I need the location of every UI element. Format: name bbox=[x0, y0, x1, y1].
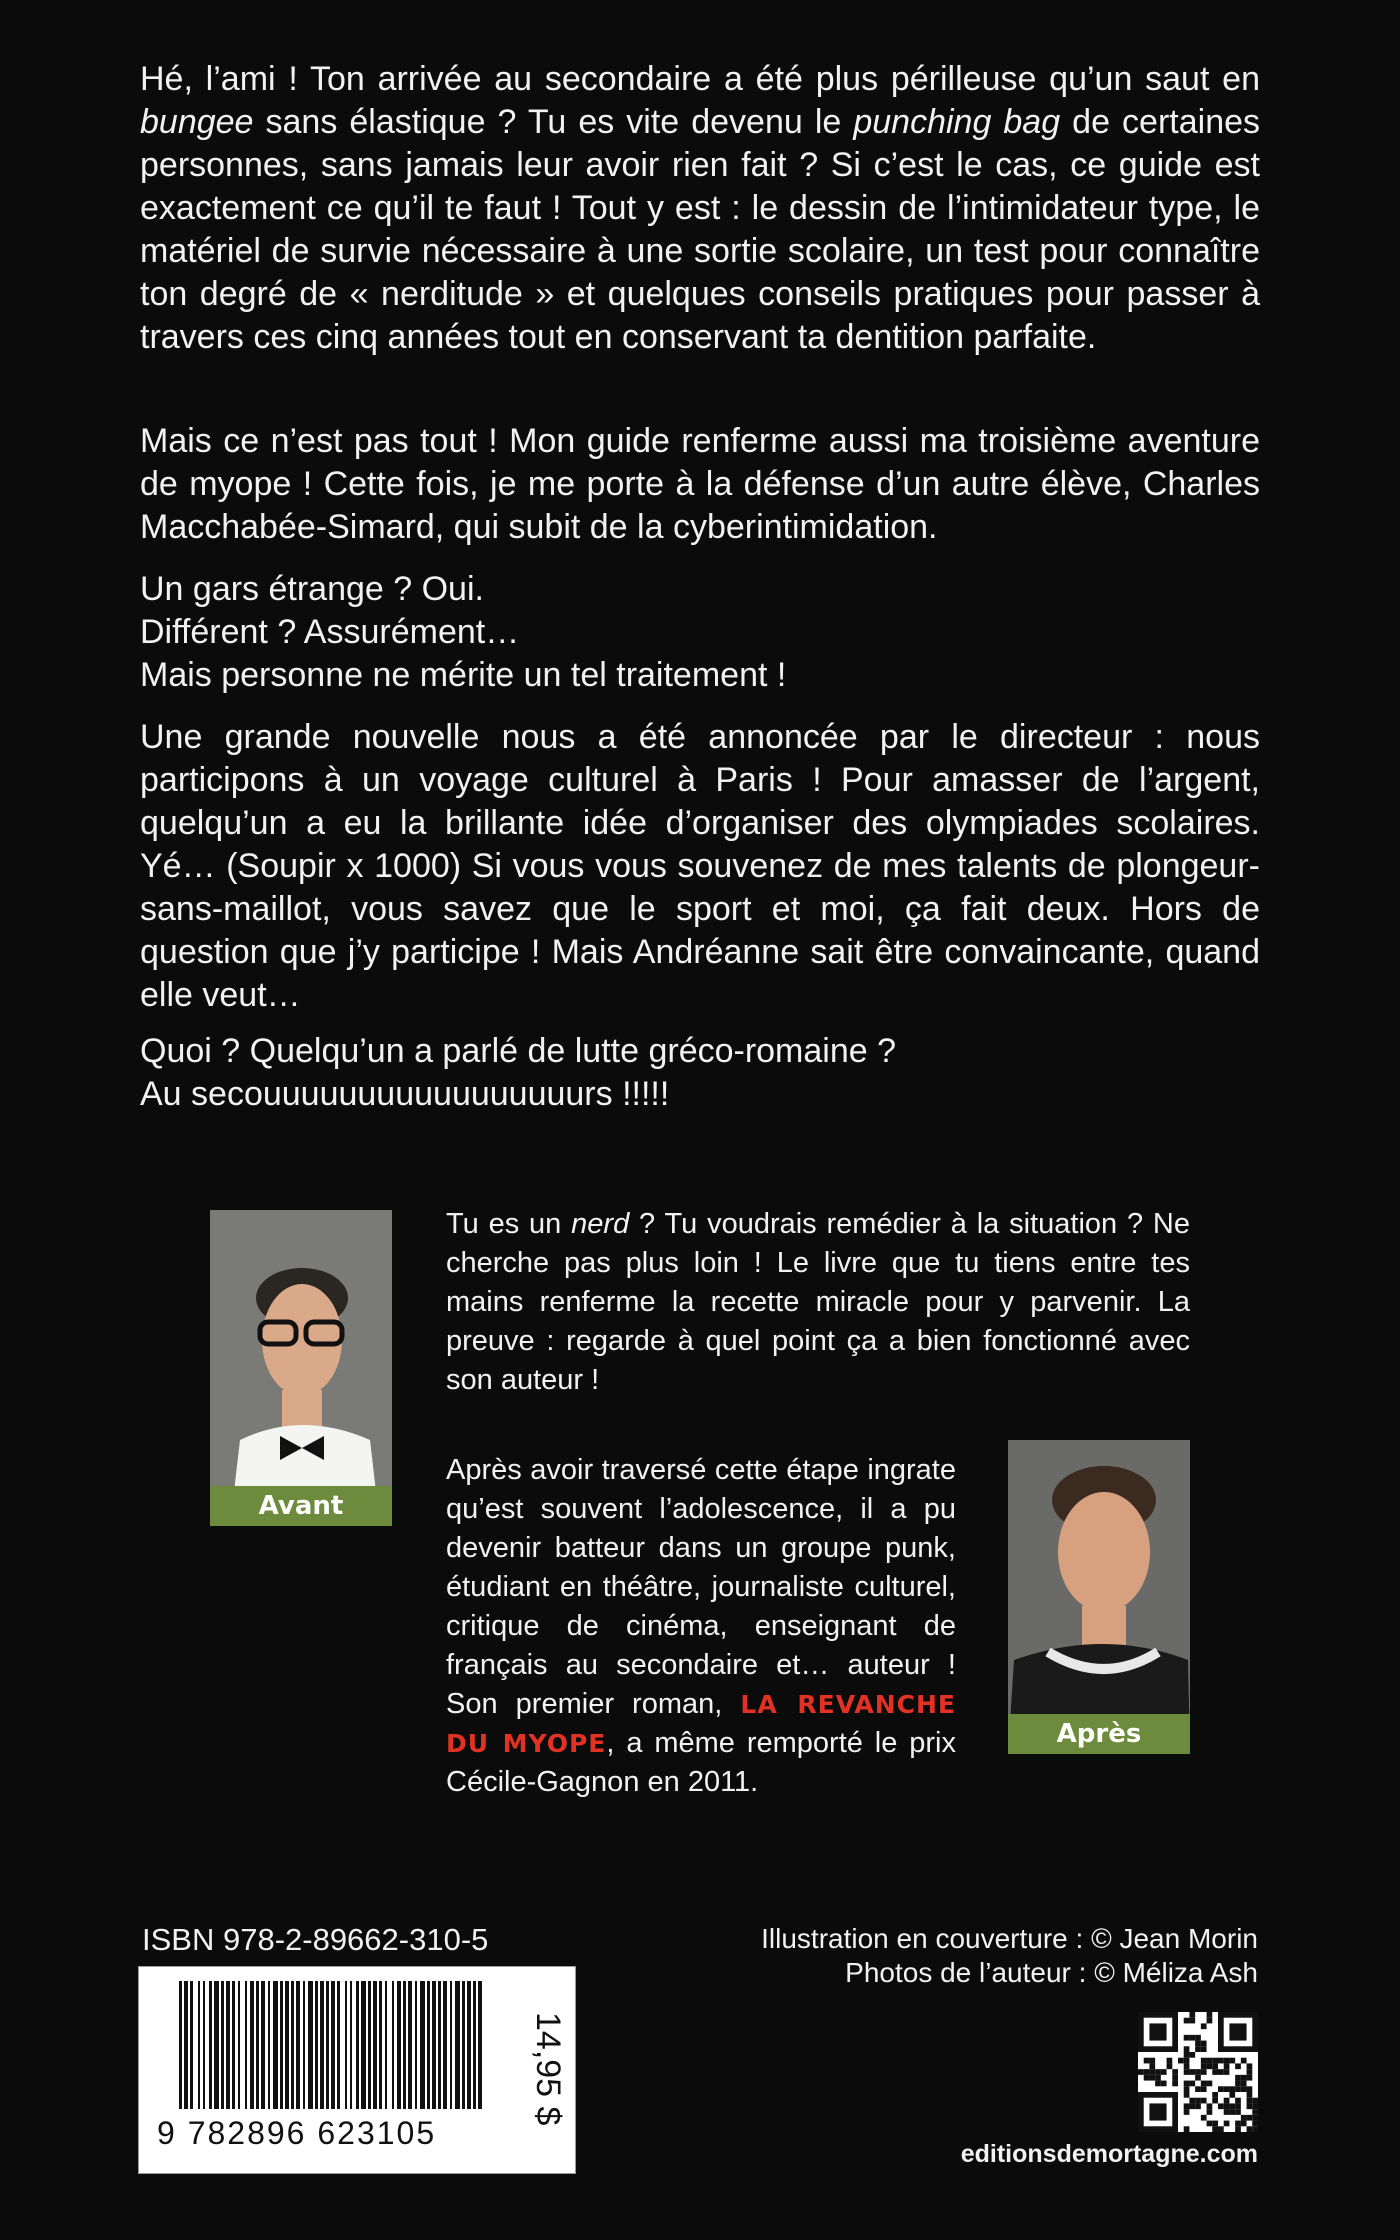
author-photo-after bbox=[1008, 1440, 1190, 1754]
caption-before: Avant bbox=[210, 1486, 392, 1526]
credit-illustration: Illustration en couverture : © Jean Morin bbox=[761, 1923, 1258, 1954]
author-bio-1 bbox=[446, 1205, 1190, 1400]
blurb-p1-italic-punching: punching bag bbox=[853, 103, 1061, 141]
blurb-p3-line-2: Différent ? Assurément… bbox=[140, 613, 520, 651]
author-bio-2-top bbox=[446, 1451, 956, 1802]
blurb-p3-line-3: Mais personne ne mérite un tel traitement ! bbox=[140, 656, 787, 694]
barcode-digits: 9 782896 623105 bbox=[157, 2115, 437, 2151]
bio2-text-a: Après avoir traversé cette étape ingrate qu’est souvent l’adolescence, il a pu devenir batteur dans un groupe punk, étudiant en théâtre, journaliste culturel, critique de cinéma, enseignant de français au secondaire et… auteur ! Son premier roman, bbox=[446, 1454, 956, 1720]
blurb-p3-line-1: Un gars étrange ? Oui. bbox=[140, 570, 484, 608]
bio1-italic-nerd: nerd bbox=[571, 1208, 630, 1240]
blurb-paragraph-5 bbox=[140, 1030, 1260, 1116]
photo-credits bbox=[761, 1922, 1258, 1990]
blurb-p1-text-e: de certaines personnes, sans jamais leur avoir rien fait ? Si c’est le cas, ce guide est exactement ce qu’il te faut ! Tout y est : le dessin de l’intimidateur type, le matériel de survie nécessaire à une sortie scolaire, un test pour connaître ton degré de « nerditude » et quelques conseils pratiques pour passer à travers ces cinq années tout en conservant ta dentition parfaite. bbox=[140, 103, 1261, 356]
author-photo-before bbox=[210, 1210, 392, 1526]
blurb-p1-text-c: sans élastique ? Tu es vite devenu le bbox=[253, 103, 854, 141]
bio1-text-a: Tu es un bbox=[446, 1208, 572, 1240]
author-before-illustration bbox=[210, 1210, 392, 1526]
credit-photos: Photos de l’auteur : © Méliza Ash bbox=[845, 1957, 1258, 1988]
blurb-paragraph-4: Une grande nouvelle nous a été annoncée par le directeur : nous participons à un voyage culturel à Paris ! Pour amasser de l’argent, quelqu’un a eu la brillante idée d’organiser des olympiades scolaires. Yé… (Soupir x 1000) Si vous vous souvenez de mes talents de plongeur-sans-maillot, vous savez que le sport et moi, ça fait deux. Hors de question que j’y participe ! Mais Andréanne sait être convaincante, quand elle veut… bbox=[140, 718, 1260, 1014]
isbn-number: ISBN 978-2-89662-310-5 bbox=[142, 1922, 489, 1957]
blurb-p5-line-2: Au secouuuuuuuuuuuuuuuuurs !!!!! bbox=[140, 1075, 670, 1113]
blurb-p1-italic-bungee: bungee bbox=[140, 103, 254, 141]
bio1-text-c: ? Tu voudrais remédier à la situation ? Ne cherche pas plus loin ! Le livre que tu tiens entre tes mains renferme la recette miracle pour y parvenir. La preuve : regarde à quel point ça a bien fonctionné avec son auteur ! bbox=[446, 1208, 1191, 1396]
blurb-paragraph-1 bbox=[140, 58, 1260, 359]
blurb-p1-text-a: Hé, l’ami ! Ton arrivée au secondaire a été plus périlleuse qu’un saut en bbox=[140, 60, 1260, 98]
caption-after: Après bbox=[1008, 1714, 1190, 1754]
blurb-p5-line-1: Quoi ? Quelqu’un a parlé de lutte gréco-romaine ? bbox=[140, 1032, 897, 1070]
blurb-paragraph-3 bbox=[140, 568, 1260, 697]
qr-code-icon bbox=[1138, 2012, 1258, 2132]
bio2-text-c: , a même remporté le prix Cécile-Gagnon en 2011. bbox=[446, 1727, 957, 1798]
barcode bbox=[138, 1966, 576, 2174]
qr-code-pattern-icon bbox=[1138, 2012, 1258, 2132]
book-title-revanche: LA REVANCHE DU MYOPE bbox=[446, 1690, 956, 1758]
blurb-paragraph-2: Mais ce n’est pas tout ! Mon guide renferme aussi ma troisième aventure de myope ! Cette fois, je me porte à la défense d’un autre élève, Charles Macchabée-Simard, qui subit de la cyberintimidation. bbox=[140, 422, 1260, 546]
book-price: 14,95 $ bbox=[529, 2012, 567, 2126]
author-after-illustration bbox=[1008, 1440, 1190, 1754]
publisher-website: editionsdemortagne.com bbox=[960, 2140, 1258, 2168]
